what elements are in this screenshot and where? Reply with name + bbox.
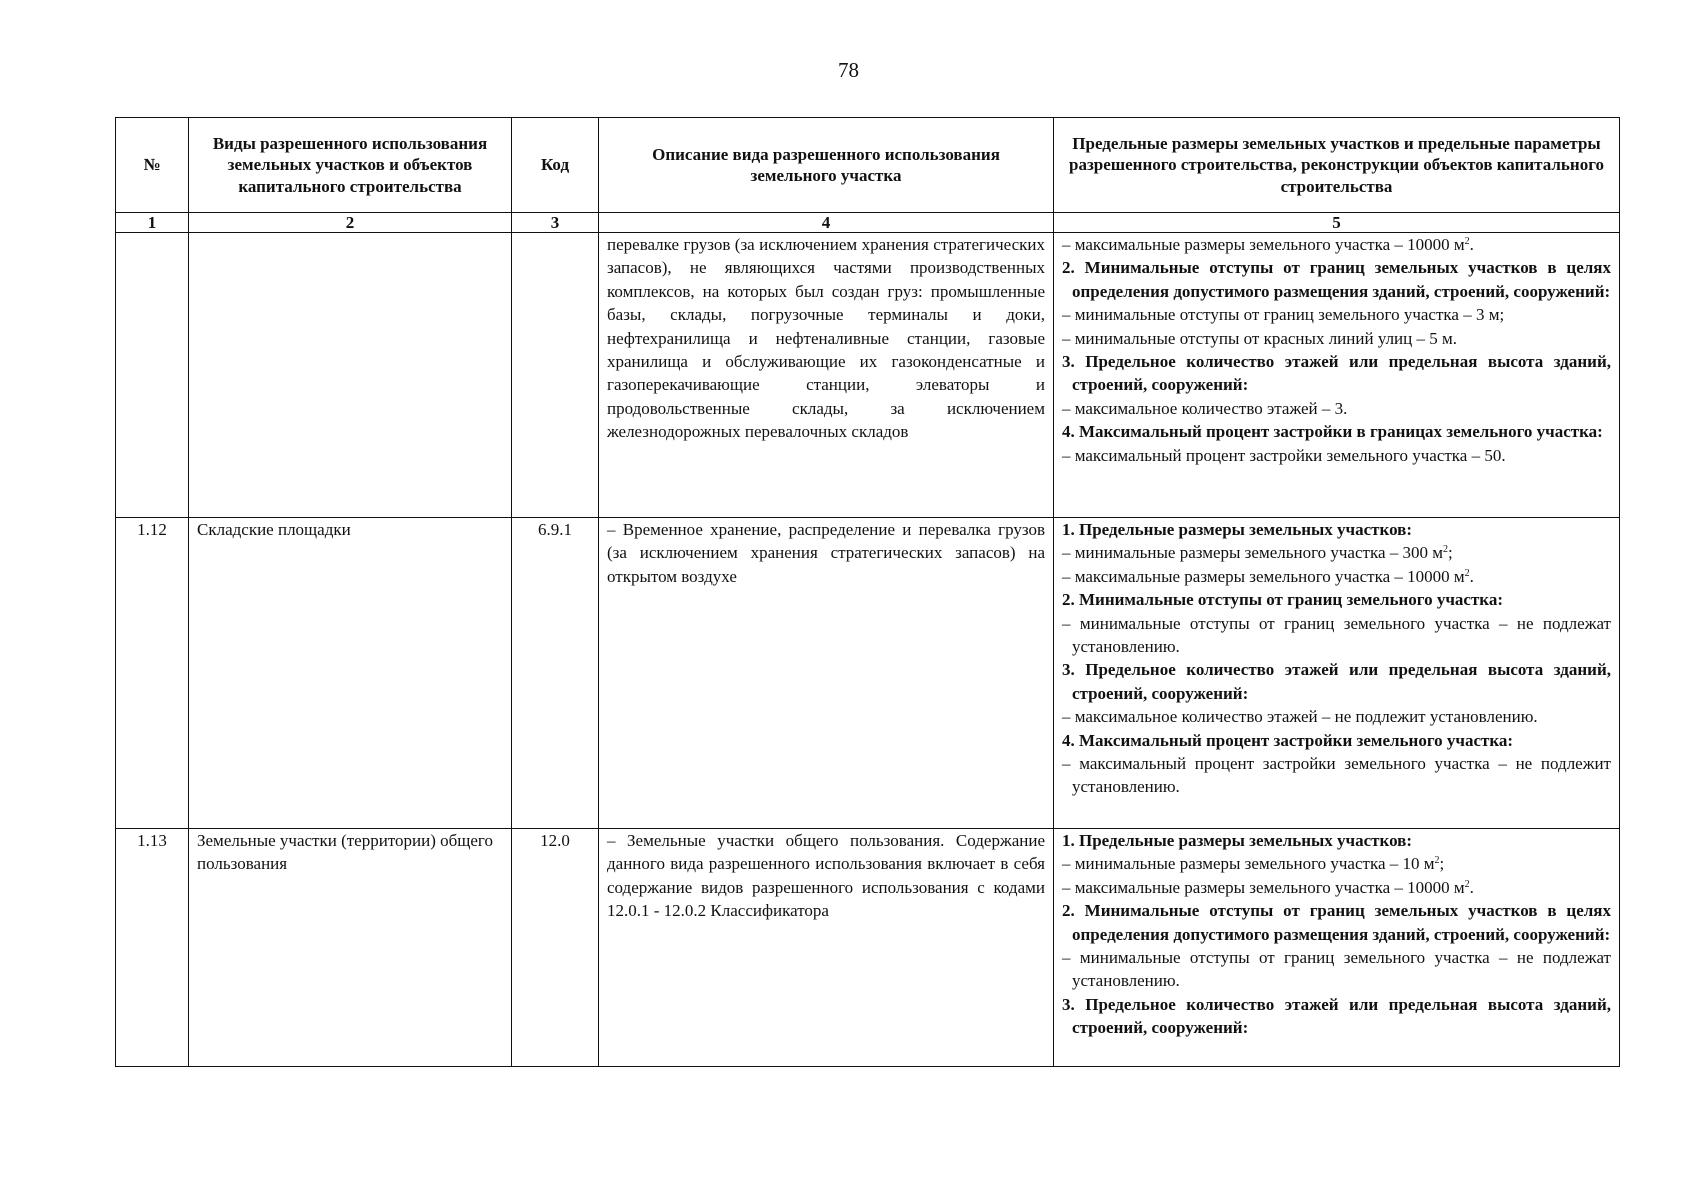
param-heading: 4. Максимальный процент застройки земельного участка: bbox=[1062, 730, 1514, 750]
param-line: – максимальные размеры земельного участка – 10000 $м^2$. bbox=[1062, 566, 1474, 586]
param-line: – минимальные отступы от красных линий улиц – 5 м. bbox=[1062, 328, 1458, 348]
column-number: 3 bbox=[512, 213, 599, 233]
table-row bbox=[116, 829, 1620, 1067]
row-description: – Временное хранение, распределение и перевалка грузов (за исключением хранения стратегических запасов) на открытом воздухе bbox=[599, 518, 1054, 829]
column-number: 4 bbox=[599, 213, 1054, 233]
row-use-type: Земельные участки (территории) общего пользования bbox=[189, 829, 512, 1067]
header-use-types: Виды разрешенного использования земельных участков и объектов капитального строительства bbox=[189, 118, 512, 213]
header-number: № bbox=[116, 118, 189, 213]
row-number: 1.13 bbox=[116, 829, 189, 1067]
param-line: – минимальные размеры земельного участка – 10 $м^2$; bbox=[1062, 854, 1445, 874]
column-number: 1 bbox=[116, 213, 189, 233]
param-heading: 4. Максимальный процент застройки в границах земельного участка: bbox=[1062, 422, 1603, 442]
param-heading: 3. Предельное количество этажей или предельная высота зданий, строений, сооружений: bbox=[1062, 660, 1611, 703]
row-use-type: Складские площадки bbox=[189, 518, 512, 829]
row-description: – Земельные участки общего пользования. Содержание данного вида разрешенного использования включает в себя содержание видов разрешенного использования с кодами 12.0.1 - 12.0.2 Классификатора bbox=[599, 829, 1054, 1067]
row-description: перевалке грузов (за исключением хранения стратегических запасов), не являющихся частями производственных комплексов, на которых был создан груз: промышленные базы, склады, погрузочные терминалы и доки, нефтехранилища и нефтеналивные станции, газовые хранилища и обслуживающие их газоконденсатные и газоперекачивающие станции, элеваторы и продовольственные склады, за исключением железнодорожных перевалочных складов bbox=[599, 233, 1054, 518]
row-use-type bbox=[189, 233, 512, 518]
row-number bbox=[116, 233, 189, 518]
column-number: 2 bbox=[189, 213, 512, 233]
row-parameters bbox=[1054, 829, 1620, 1067]
param-line: – максимальные размеры земельного участка – 10000 $м^2$. bbox=[1062, 877, 1474, 897]
column-number: 5 bbox=[1054, 213, 1620, 233]
table-row bbox=[116, 233, 1620, 518]
param-heading: 2. Минимальные отступы от границ земельного участка: bbox=[1062, 590, 1503, 610]
param-line: – минимальные отступы от границ земельного участка – не подлежат установлению. bbox=[1062, 948, 1611, 991]
param-heading: 3. Предельное количество этажей или предельная высота зданий, строений, сооружений: bbox=[1062, 352, 1611, 395]
column-number-row bbox=[116, 213, 1620, 233]
row-number: 1.12 bbox=[116, 518, 189, 829]
header-code: Код bbox=[512, 118, 599, 213]
param-heading: 2. Минимальные отступы от границ земельных участков в целях определения допустимого размещения зданий, строений, сооружений: bbox=[1062, 258, 1611, 301]
param-heading: 3. Предельное количество этажей или предельная высота зданий, строений, сооружений: bbox=[1062, 994, 1611, 1038]
row-code: 12.0 bbox=[512, 829, 599, 1067]
row-parameters bbox=[1054, 518, 1620, 829]
table-row bbox=[116, 518, 1620, 829]
param-line: – максимальное количество этажей – 3. bbox=[1062, 398, 1348, 418]
param-line: – максимальный процент застройки земельного участка – 50. bbox=[1062, 445, 1506, 465]
param-line: – минимальные размеры земельного участка – 300 $м^2$; bbox=[1062, 543, 1453, 563]
param-line: – максимальный процент застройки земельного участка – не подлежит установлению. bbox=[1062, 754, 1611, 797]
param-heading: 1. Предельные размеры земельных участков: bbox=[1062, 831, 1413, 850]
param-line: – минимальные отступы от границ земельного участка – не подлежат установлению. bbox=[1062, 613, 1611, 657]
row-parameters bbox=[1054, 233, 1620, 518]
table-header-row bbox=[116, 118, 1620, 213]
param-heading: 2. Минимальные отступы от границ земельных участков в целях определения допустимого размещения зданий, строений, сооружений: bbox=[1062, 901, 1611, 944]
param-line: – минимальные отступы от границ земельного участка – 3 м; bbox=[1062, 305, 1505, 325]
page-number: 78 bbox=[838, 58, 859, 82]
param-line: – максимальные размеры земельного участка – 10000 $м^2$. bbox=[1062, 235, 1474, 254]
row-code bbox=[512, 233, 599, 518]
row-code: 6.9.1 bbox=[512, 518, 599, 829]
header-description: Описание вида разрешенного использования земельного участка bbox=[599, 118, 1054, 213]
param-heading: 1. Предельные размеры земельных участков: bbox=[1062, 520, 1413, 539]
regulations-table bbox=[115, 117, 1620, 1067]
header-parameters: Предельные размеры земельных участков и предельные параметры разрешенного строительства, реконструкции объектов капитального строительства bbox=[1054, 118, 1620, 213]
param-line: – максимальное количество этажей – не подлежит установлению. bbox=[1062, 707, 1538, 727]
